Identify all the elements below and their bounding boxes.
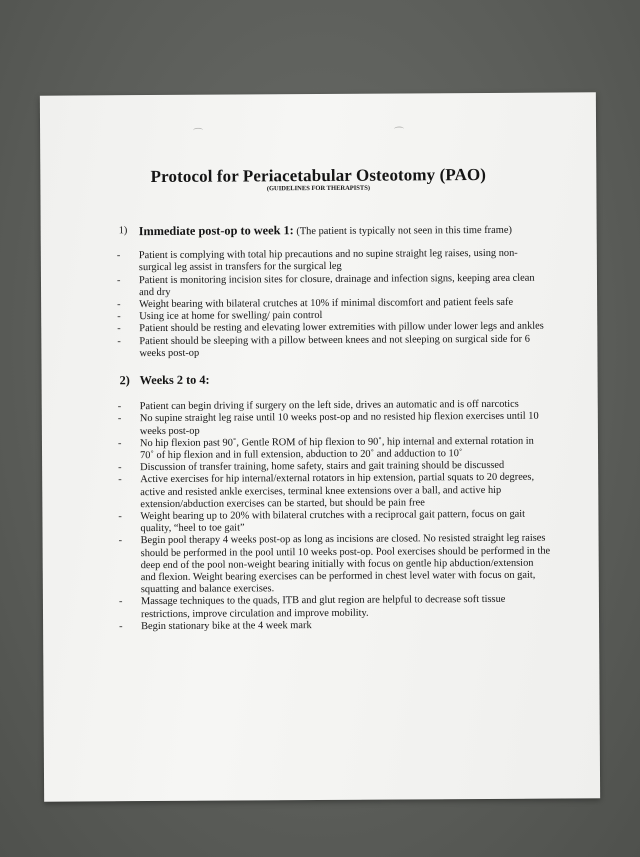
bullet-dash: - xyxy=(116,250,121,262)
list-item-text: Patient should be sleeping with a pillow between knees and not sleeping on surgical side for 6 weeks post-op xyxy=(139,333,530,359)
list-item-text: Using ice at home for swelling/ pain control xyxy=(139,310,323,323)
list-item xyxy=(116,272,549,299)
list-item-text: Weight bearing with bilateral crutches at 10% if minimal discomfort and patient feels safe xyxy=(139,296,514,311)
bullet-dash: - xyxy=(117,335,121,347)
section-1-note: (The patient is typically not seen in this time frame) xyxy=(296,224,512,238)
list-item-text: No hip flexion past 90˚, Gentle ROM of hip flexion to 90˚, hip internal and external rotation in 70˚ of hip flexion and in full extension, abduction to 20˚ and adduction to 10˚ xyxy=(139,435,534,462)
punch-mark-right xyxy=(394,126,404,131)
list-item xyxy=(116,247,549,275)
list-item-text: Patient is complying with total hip precautions and no supine straight leg raises, using non-surgical leg assist in transfers for the surgical leg xyxy=(138,247,518,274)
bullet-dash: - xyxy=(117,438,122,450)
section-2-heading xyxy=(119,372,550,389)
list-item-text: Weight bearing up to 20% with bilateral crutches with a reciprocal gait pattern, focus on gait quality, “heel to toe gait” xyxy=(140,508,526,535)
bullet-dash: - xyxy=(119,621,123,633)
document-title: Protocol for Periacetabular Osteotomy (PAO) xyxy=(150,164,487,187)
list-item-text: Active exercises for hip internal/external rotators in hip extension, partial squats to 20 degrees, active and resisted ankle exercises, terminal knee extensions over a ball, and active hip extension/abduction exercises can be started, but should be pain free xyxy=(140,472,535,510)
list-item-text: Discussion of transfer training, home safety, stairs and gait training should be discussed xyxy=(140,460,505,474)
list-item xyxy=(118,472,550,511)
bullet-dash: - xyxy=(117,311,121,323)
list-item xyxy=(117,333,549,360)
bullet-dash: - xyxy=(118,474,122,486)
section-1-list xyxy=(116,247,550,360)
bullet-dash: - xyxy=(117,323,121,335)
bullet-dash: - xyxy=(118,511,122,523)
section-2-title: Weeks 2 to 4: xyxy=(139,372,210,388)
document-subtitle: (GUIDELINES FOR THERAPISTS) xyxy=(266,184,371,193)
document-body xyxy=(116,223,551,634)
paper-sheet xyxy=(40,92,600,801)
list-item-text: Patient should be resting and elevating lower extremities with pillow under lower legs and ankles xyxy=(139,321,544,335)
list-item-text: Massage techniques to the quads, ITB and glut region are helpful to decrease soft tissue restrictions, improve circulation and improve mobility. xyxy=(140,594,506,620)
list-item xyxy=(118,508,550,536)
list-item xyxy=(117,435,550,462)
section-1-number: 1) xyxy=(118,225,128,237)
bullet-dash: - xyxy=(117,299,121,311)
section-1-heading xyxy=(118,223,549,240)
section-1-title: Immediate post-op to week 1: xyxy=(138,223,294,239)
list-item-text: Patient is monitoring incision sites for closure, drainage and infection signs, keeping area clean and dry xyxy=(138,272,535,298)
list-item-text: Begin stationary bike at the 4 week mark xyxy=(141,619,312,632)
bullet-dash: - xyxy=(117,401,122,413)
bullet-dash: - xyxy=(118,596,123,608)
list-item xyxy=(119,618,551,633)
bullet-dash: - xyxy=(117,413,122,425)
bullet-dash: - xyxy=(118,535,123,547)
list-item-text: Begin pool therapy 4 weeks post-op as long as incisions are closed. No resisted straight leg raises should be performed in the pool until 10 weeks post-op. Pool exercises should be performed in the deep end of the pool non-weight bearing initially with focus on gentle hip abduction/extension and flexion. Weight bearing exercises can be performed in chest level water with focus on gait, squatting and balance exercises. xyxy=(140,533,551,596)
section-2-list xyxy=(117,399,551,633)
list-item xyxy=(118,594,551,621)
list-item xyxy=(117,411,550,438)
list-item-text: Patient can begin driving if surgery on the left side, drives an automatic and is off narcotics xyxy=(139,399,519,413)
punch-mark-left xyxy=(193,128,203,133)
section-2-number: 2) xyxy=(119,373,130,388)
list-item-text: No supine straight leg raise until 10 weeks post-op and no resisted hip flexion exercises until 10 weeks post-op xyxy=(139,411,539,437)
bullet-dash: - xyxy=(116,274,121,286)
bullet-dash: - xyxy=(118,462,122,474)
list-item xyxy=(118,533,551,597)
